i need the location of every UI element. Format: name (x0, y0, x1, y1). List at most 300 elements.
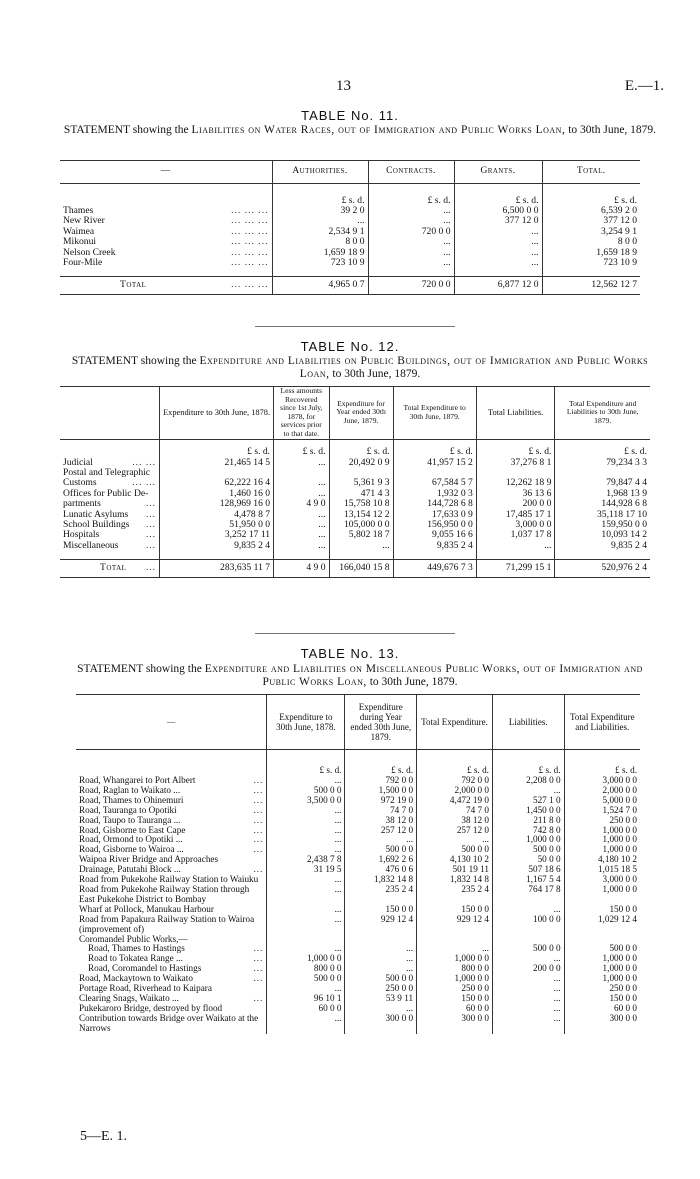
table-cell: £ s. d. (417, 750, 493, 777)
row-label-text: Lunatic Asylums (63, 508, 129, 520)
units-row (76, 750, 640, 777)
document-reference: E.—1. (624, 78, 664, 94)
leader-dots: ... (253, 834, 264, 845)
table-cell: 500 0 0 (417, 845, 493, 855)
table-13-title: TABLE No. 13. (300, 646, 400, 661)
table-cell: ... (492, 974, 564, 984)
table-cell: 159,950 0 0 (555, 520, 650, 530)
table-cell: ... (454, 258, 542, 277)
table-cell: £ s. d. (368, 184, 454, 207)
col-header: Liabilities. (492, 695, 564, 750)
table-cell: 527 1 0 (492, 796, 564, 806)
table-cell: 60 0 0 (417, 1004, 493, 1014)
row-label-text: Waipoa River Bridge and Approaches (79, 854, 219, 865)
table-cell: 1,000 0 0 (564, 974, 640, 984)
table-cell: ... (368, 258, 454, 277)
table-cell: 62,222 16 4 (160, 478, 274, 488)
row-label-text: Portage Road, Riverhead to Kaipara (79, 983, 212, 994)
col-header: Total. (542, 161, 640, 184)
leader-dots: ... (253, 775, 264, 785)
table-cell: 200 0 0 (476, 499, 555, 509)
table-cell: 300 0 0 (345, 1014, 417, 1034)
row-label (60, 277, 272, 294)
row-label-text: Road, Gisborne to Wairoa ... (79, 844, 184, 855)
table-cell: £ s. d. (267, 750, 345, 777)
page-number: 13 (336, 78, 351, 94)
units-row (60, 184, 640, 207)
row-label-text: Road, Whangarei to Port Albert (79, 775, 196, 785)
row-label-text: Postal and Telegraphic (63, 466, 151, 478)
table-cell: ... (492, 954, 564, 964)
divider (255, 326, 455, 327)
table-cell: 21,465 14 5 (160, 458, 274, 468)
table-cell: 257 12 0 (345, 826, 417, 836)
table-cell: 507 18 6 (492, 865, 564, 875)
table-cell: ... (274, 478, 329, 488)
page-header (0, 78, 700, 98)
table-cell: 929 12 4 (417, 915, 493, 935)
table-cell: 929 12 4 (345, 915, 417, 935)
leader-dots: ... (253, 804, 264, 815)
row-label-text: Four-Mile (63, 257, 103, 269)
table-cell: 71,299 15 1 (476, 560, 555, 577)
table-cell: 156,950 0 0 (393, 520, 476, 530)
table-cell: 723 10 9 (272, 258, 368, 277)
table-cell: 1,000 0 0 (267, 954, 345, 964)
table-cell: 5,361 9 3 (329, 478, 393, 488)
table-cell: 1,659 18 9 (542, 248, 640, 258)
row-label-text: Road from Pukekohe Railway Station to Waiuku (79, 874, 259, 885)
table-cell: 4,478 8 7 (160, 510, 274, 520)
table-cell: 520,976 2 4 (555, 560, 650, 577)
table-13 (76, 694, 640, 1034)
row-label-text: New River (63, 215, 105, 227)
table-cell: 300 0 0 (564, 1014, 640, 1034)
table-cell: £ s. d. (393, 439, 476, 458)
table-cell: ... (267, 1014, 345, 1034)
leader-dots: ... (253, 992, 264, 1003)
table-cell (267, 935, 345, 945)
table-cell: ... (454, 227, 542, 237)
row-label-text: Road, Gisborne to East Cape (79, 824, 186, 835)
row-label-text: Road, Raglan to Waikato ... (79, 784, 181, 795)
units-row (60, 439, 650, 458)
table-cell: 1,832 14 8 (417, 875, 493, 885)
table-cell: 250 0 0 (564, 816, 640, 826)
table-cell: ... (492, 1014, 564, 1034)
table-cell: ... (368, 237, 454, 247)
table-cell: 67,584 5 7 (393, 478, 476, 488)
table-cell: ... (267, 835, 345, 845)
divider (255, 633, 455, 634)
table-cell: ... (267, 905, 345, 915)
table-cell: 800 0 0 (267, 964, 345, 974)
row-label-text: Road, Coromandel to Hastings (88, 963, 202, 974)
table-row (60, 206, 640, 216)
col-header: Expenditure to 30th June, 1878. (267, 695, 345, 750)
table-cell: 60 0 0 (267, 1004, 345, 1014)
total-label: Total (100, 562, 127, 574)
table-cell: ... (267, 984, 345, 994)
table-cell: 1,524 7 0 (564, 806, 640, 816)
col-header: Authorities. (272, 161, 368, 184)
table-cell: 8 0 0 (542, 237, 640, 247)
leader-dots: ... (253, 943, 264, 954)
table-cell: 150 0 0 (564, 905, 640, 915)
table-cell: 449,676 7 3 (393, 560, 476, 577)
table-11-title: TABLE No. 11. (301, 108, 399, 123)
table-cell: ... (329, 541, 393, 560)
table-cell: 17,485 17 1 (476, 510, 555, 520)
table-cell: ... (345, 954, 417, 964)
leader-dots: ... (253, 864, 264, 875)
table-cell: 2,000 0 0 (564, 786, 640, 796)
table-cell: 9,835 2 4 (555, 541, 650, 560)
table-cell: 235 2 4 (345, 885, 417, 905)
leader-dots: ... ... ... (231, 205, 269, 216)
col-header: Contracts. (368, 161, 454, 184)
table-cell: 150 0 0 (345, 905, 417, 915)
table-row (76, 915, 640, 935)
table-cell: 720 0 0 (368, 227, 454, 237)
row-label-text: Road, Ormond to Opotiki ... (79, 834, 183, 845)
table-cell: ... (492, 786, 564, 796)
leader-dots: ... ... ... (231, 257, 269, 269)
table-cell: ... (454, 248, 542, 258)
table-cell: 4,130 10 2 (417, 855, 493, 865)
table-cell: 471 4 3 (329, 489, 393, 499)
table-cell: 53 9 11 (345, 994, 417, 1004)
col-header: Total Expenditure. (417, 695, 493, 750)
table-cell: ... (417, 944, 493, 954)
table-cell: ... (492, 984, 564, 994)
leader-dots: ... (253, 814, 264, 825)
table-cell: 150 0 0 (564, 994, 640, 1004)
table-cell: 800 0 0 (417, 964, 493, 974)
table-13-statement: STATEMENT showing the Expenditure and Liabilities on Miscellaneous Public Works, out of Immigration and Public Works Loan, to 30th June, 1879. (77, 663, 643, 688)
row-label-text: Thames (63, 205, 94, 216)
table-cell: 15,758 10 8 (329, 499, 393, 509)
leader-dots: ... ... ... (231, 246, 269, 258)
table-cell: 3,000 0 0 (476, 520, 555, 530)
table-cell: 4,472 19 0 (417, 796, 493, 806)
table-cell: 9,055 16 6 (393, 530, 476, 540)
table-cell: ... (267, 915, 345, 935)
table-12-statement: STATEMENT showing the Expenditure and Liabilities on Public Buildings, out of Immigration and Public Works Loan, to 30th June, 1879. (71, 355, 649, 380)
table-cell: 50 0 0 (492, 855, 564, 865)
row-label-text: Clearing Snags, Waikato ... (79, 992, 179, 1003)
table-cell: 1,000 0 0 (417, 974, 493, 984)
table-cell: 166,040 15 8 (329, 560, 393, 577)
table-cell: 250 0 0 (564, 984, 640, 994)
row-label-text: Road from Papakura Railway Station to Wairoa (improvement of) (79, 913, 255, 934)
table-row (60, 541, 650, 560)
leader-dots: ... (253, 953, 264, 964)
table-row (76, 1014, 640, 1034)
row-label-text: Road, Taupo to Tauranga ... (79, 814, 181, 825)
leader-dots: ... (253, 794, 264, 805)
table-cell: 2,534 9 1 (272, 227, 368, 237)
leader-dots: ... (253, 844, 264, 855)
table-cell: 1,000 0 0 (564, 964, 640, 974)
table-cell: ... (417, 835, 493, 845)
table-cell: 31 19 5 (267, 865, 345, 875)
row-label-text: Road, Tauranga to Opotiki (79, 804, 177, 815)
table-cell: 74 7 0 (417, 806, 493, 816)
table-row (76, 885, 640, 905)
table-cell: 3,000 0 0 (564, 875, 640, 885)
table-cell: 1,000 0 0 (564, 835, 640, 845)
table-cell: 105,000 0 0 (329, 520, 393, 530)
table-cell: 4,965 0 7 (272, 277, 368, 294)
total-label: Total (120, 279, 147, 291)
table-cell: 500 0 0 (267, 786, 345, 796)
table-cell: 764 17 8 (492, 885, 564, 905)
table-cell: ... (267, 944, 345, 954)
leader-dots: ... ... (132, 456, 157, 468)
table-cell: 6,877 12 0 (454, 277, 542, 294)
table-cell: 1,015 18 5 (564, 865, 640, 875)
table-cell: ... (345, 1004, 417, 1014)
table-cell: 3,254 9 1 (542, 227, 640, 237)
table-cell: ... (476, 541, 555, 560)
table-cell: ... (368, 216, 454, 226)
table-cell: ... (454, 237, 542, 247)
table-cell: 1,692 2 6 (345, 855, 417, 865)
table-cell: 1,000 0 0 (417, 954, 493, 964)
col-header: Total Expenditure and Liabilities. (564, 695, 640, 750)
leader-dots: ... ... ... (231, 236, 269, 248)
table-cell: 144,728 6 8 (393, 499, 476, 509)
leader-dots: ... ... ... (231, 215, 269, 227)
table-cell: 3,500 0 0 (267, 796, 345, 806)
table-cell: 1,000 0 0 (492, 835, 564, 845)
col-header: Expenditure for Year ended 30th June, 1879. (329, 387, 393, 440)
table-cell: 60 0 0 (564, 1004, 640, 1014)
table-cell: 1,037 17 8 (476, 530, 555, 540)
row-label-text: Hospitals (63, 529, 100, 541)
row-label-text: Road, Mackaytown to Waikato (79, 973, 193, 984)
table-cell: 10,093 14 2 (555, 530, 650, 540)
table-row (60, 478, 650, 488)
row-label-text: partments (63, 498, 101, 510)
table-cell: ... (345, 964, 417, 974)
col-header: Expenditure to 30th June, 1878. (160, 387, 274, 440)
table-cell: 720 0 0 (368, 277, 454, 294)
col-header: Total Expenditure to 30th June, 1879. (393, 387, 476, 440)
col-header: — (76, 695, 267, 750)
table-cell: 4 9 0 (274, 560, 329, 577)
row-label-text: Road, Thames to Hastings (88, 943, 185, 954)
table-cell: ... (274, 520, 329, 530)
table-cell: 283,635 11 7 (160, 560, 274, 577)
table-cell: 12,262 18 9 (476, 478, 555, 488)
table-cell: 12,562 12 7 (542, 277, 640, 294)
row-label-text: Road, Thames to Ohinemuri (79, 794, 184, 805)
table-cell: ... (345, 944, 417, 954)
table-cell: 500 0 0 (492, 944, 564, 954)
total-row (60, 277, 640, 294)
table-cell: 1,167 5 4 (492, 875, 564, 885)
table-cell: 235 2 4 (417, 885, 493, 905)
row-label-text: School Buildings (63, 519, 130, 530)
col-header: Total Liabilities. (476, 387, 555, 440)
table-11 (60, 160, 640, 295)
row-label-text: Judicial (63, 456, 93, 468)
table-cell: 250 0 0 (417, 984, 493, 994)
row-label-text: Contribution towards Bridge over Waikato at the Narrows (79, 1012, 259, 1033)
table-cell: 476 0 6 (345, 865, 417, 875)
table-cell: ... (345, 835, 417, 845)
col-header: Grants. (454, 161, 542, 184)
table-cell: £ s. d. (564, 750, 640, 777)
table-cell: 723 10 9 (542, 258, 640, 277)
row-label (60, 560, 160, 577)
table-cell: 144,928 6 8 (555, 499, 650, 509)
row-label-text: Customs (63, 477, 97, 489)
table-cell: 8 0 0 (272, 237, 368, 247)
table-cell: 13,154 12 2 (329, 510, 393, 520)
row-label-text: Coromandel Public Works,— (79, 933, 188, 944)
table-cell: 100 0 0 (492, 915, 564, 935)
table-cell: 17,633 0 9 (393, 510, 476, 520)
table-cell: 38 12 0 (345, 816, 417, 826)
table-cell: 150 0 0 (417, 905, 493, 915)
leader-dots: ... (253, 824, 264, 835)
row-label-text: Nelson Creek (63, 246, 116, 258)
table-11-statement: STATEMENT showing the Liabilities on Water Races, out of Immigration and Public Works Loan, to 30th June, 1879. (63, 124, 657, 136)
table-cell: £ s. d. (555, 439, 650, 458)
table-cell: 792 0 0 (345, 776, 417, 786)
table-cell: 79,234 3 3 (555, 458, 650, 468)
table-row (60, 258, 640, 277)
table-cell: ... (267, 885, 345, 905)
leader-dots: ... (145, 539, 157, 551)
table-cell: 4 9 0 (274, 499, 329, 509)
table-cell: ... (267, 816, 345, 826)
table-cell: ... (274, 530, 329, 540)
table-cell: 500 0 0 (267, 974, 345, 984)
table-cell: ... (492, 1004, 564, 1014)
table-cell: 500 0 0 (492, 845, 564, 855)
table-cell: 6,500 0 0 (454, 206, 542, 216)
table-cell: £ s. d. (160, 439, 274, 458)
table-cell: 1,450 0 0 (492, 806, 564, 816)
col-header: Total Expenditure and Liabilities to 30th June, 1879. (555, 387, 650, 440)
table-cell: ... (368, 206, 454, 216)
table-cell: 742 8 0 (492, 826, 564, 836)
table-cell: 36 13 6 (476, 489, 555, 499)
signature-mark: 5—E. 1. (80, 1129, 128, 1144)
table-cell: 74 7 0 (345, 806, 417, 816)
col-header: Less amounts Recovered since 1st July, 1878, for services prior to that date. (274, 387, 329, 440)
total-row (60, 560, 650, 577)
leader-dots: ... (253, 973, 264, 984)
table-cell: ... (274, 510, 329, 520)
table-cell: 9,835 2 4 (160, 541, 274, 560)
table-cell: 3,252 17 11 (160, 530, 274, 540)
row-label (76, 915, 267, 935)
table-12-title: TABLE No. 12. (300, 339, 400, 354)
table-cell: £ s. d. (272, 184, 368, 207)
table-cell: 1,000 0 0 (564, 885, 640, 905)
table-cell: £ s. d. (476, 439, 555, 458)
table-cell: 211 8 0 (492, 816, 564, 826)
table-cell: 1,000 0 0 (564, 845, 640, 855)
row-label-text: Road from Pukekohe Railway Station through East Pukekohe District to Bombay (79, 883, 250, 904)
table-cell: ... (274, 458, 329, 468)
leader-dots: ... (145, 498, 157, 510)
table-cell: £ s. d. (329, 439, 393, 458)
leader-dots: ... (145, 519, 157, 530)
table-cell: 2,000 0 0 (417, 786, 493, 796)
table-cell: 79,847 4 4 (555, 478, 650, 488)
col-header: — (60, 161, 272, 184)
table-cell: 150 0 0 (417, 994, 493, 1004)
table-cell: 1,932 0 3 (393, 489, 476, 499)
table-cell: 1,029 12 4 (564, 915, 640, 935)
table-cell: 1,968 13 9 (555, 489, 650, 499)
table-cell: 37,276 8 1 (476, 458, 555, 468)
leader-dots: ... (145, 529, 157, 541)
row-label-text: Offices for Public De- (63, 487, 149, 499)
table-cell: 35,118 17 10 (555, 510, 650, 520)
leader-dots: ... (145, 508, 157, 520)
table-cell: 972 19 0 (345, 796, 417, 806)
table-cell: 41,957 15 2 (393, 458, 476, 468)
table-cell: 501 19 11 (417, 865, 493, 875)
table-cell: 2,208 0 0 (492, 776, 564, 786)
row-label-text: Pukekaroro Bridge, destroyed by flood (79, 1002, 223, 1013)
table-cell: ... (267, 806, 345, 816)
table-cell: 1,000 0 0 (564, 826, 640, 836)
table-cell: £ s. d. (454, 184, 542, 207)
table-12 (60, 386, 650, 578)
table-cell: 377 12 0 (454, 216, 542, 226)
row-label-text: Drainage, Patutahi Block ... (79, 864, 181, 875)
leader-dots: ... (145, 562, 157, 574)
table-cell: ... (492, 905, 564, 915)
table-cell: 1,000 0 0 (564, 954, 640, 964)
table-cell: 5,000 0 0 (564, 796, 640, 806)
table-cell: 792 0 0 (417, 776, 493, 786)
table-cell: 1,832 14 8 (345, 875, 417, 885)
table-cell: 9,835 2 4 (393, 541, 476, 560)
row-label-text: Miscellaneous (63, 539, 119, 551)
table-cell: ... (267, 845, 345, 855)
table-cell: 38 12 0 (417, 816, 493, 826)
table-cell: 377 12 0 (542, 216, 640, 226)
table-cell: ... (267, 776, 345, 786)
row-label-text: Mikonui (63, 236, 97, 248)
leader-dots: ... ... ... (231, 279, 269, 291)
row-label (60, 258, 272, 277)
table-cell: 20,492 0 9 (329, 458, 393, 468)
table-cell: ... (274, 541, 329, 560)
table-cell: 200 0 0 (492, 964, 564, 974)
table-cell: 6,539 2 0 (542, 206, 640, 216)
table-cell: 5,802 18 7 (329, 530, 393, 540)
row-label (76, 885, 267, 905)
row-label-text: Waimea (63, 225, 95, 237)
row-label (76, 1014, 267, 1034)
row-label (60, 541, 160, 560)
table-cell: ... (267, 826, 345, 836)
col-header: Expenditure during Year ended 30th June, 1879. (345, 695, 417, 750)
row-label-text: Road to Tokatea Range ... (88, 953, 183, 964)
row-label-text: Wharf at Pollock, Manukau Harbour (79, 903, 214, 914)
table-cell: 300 0 0 (417, 1014, 493, 1034)
